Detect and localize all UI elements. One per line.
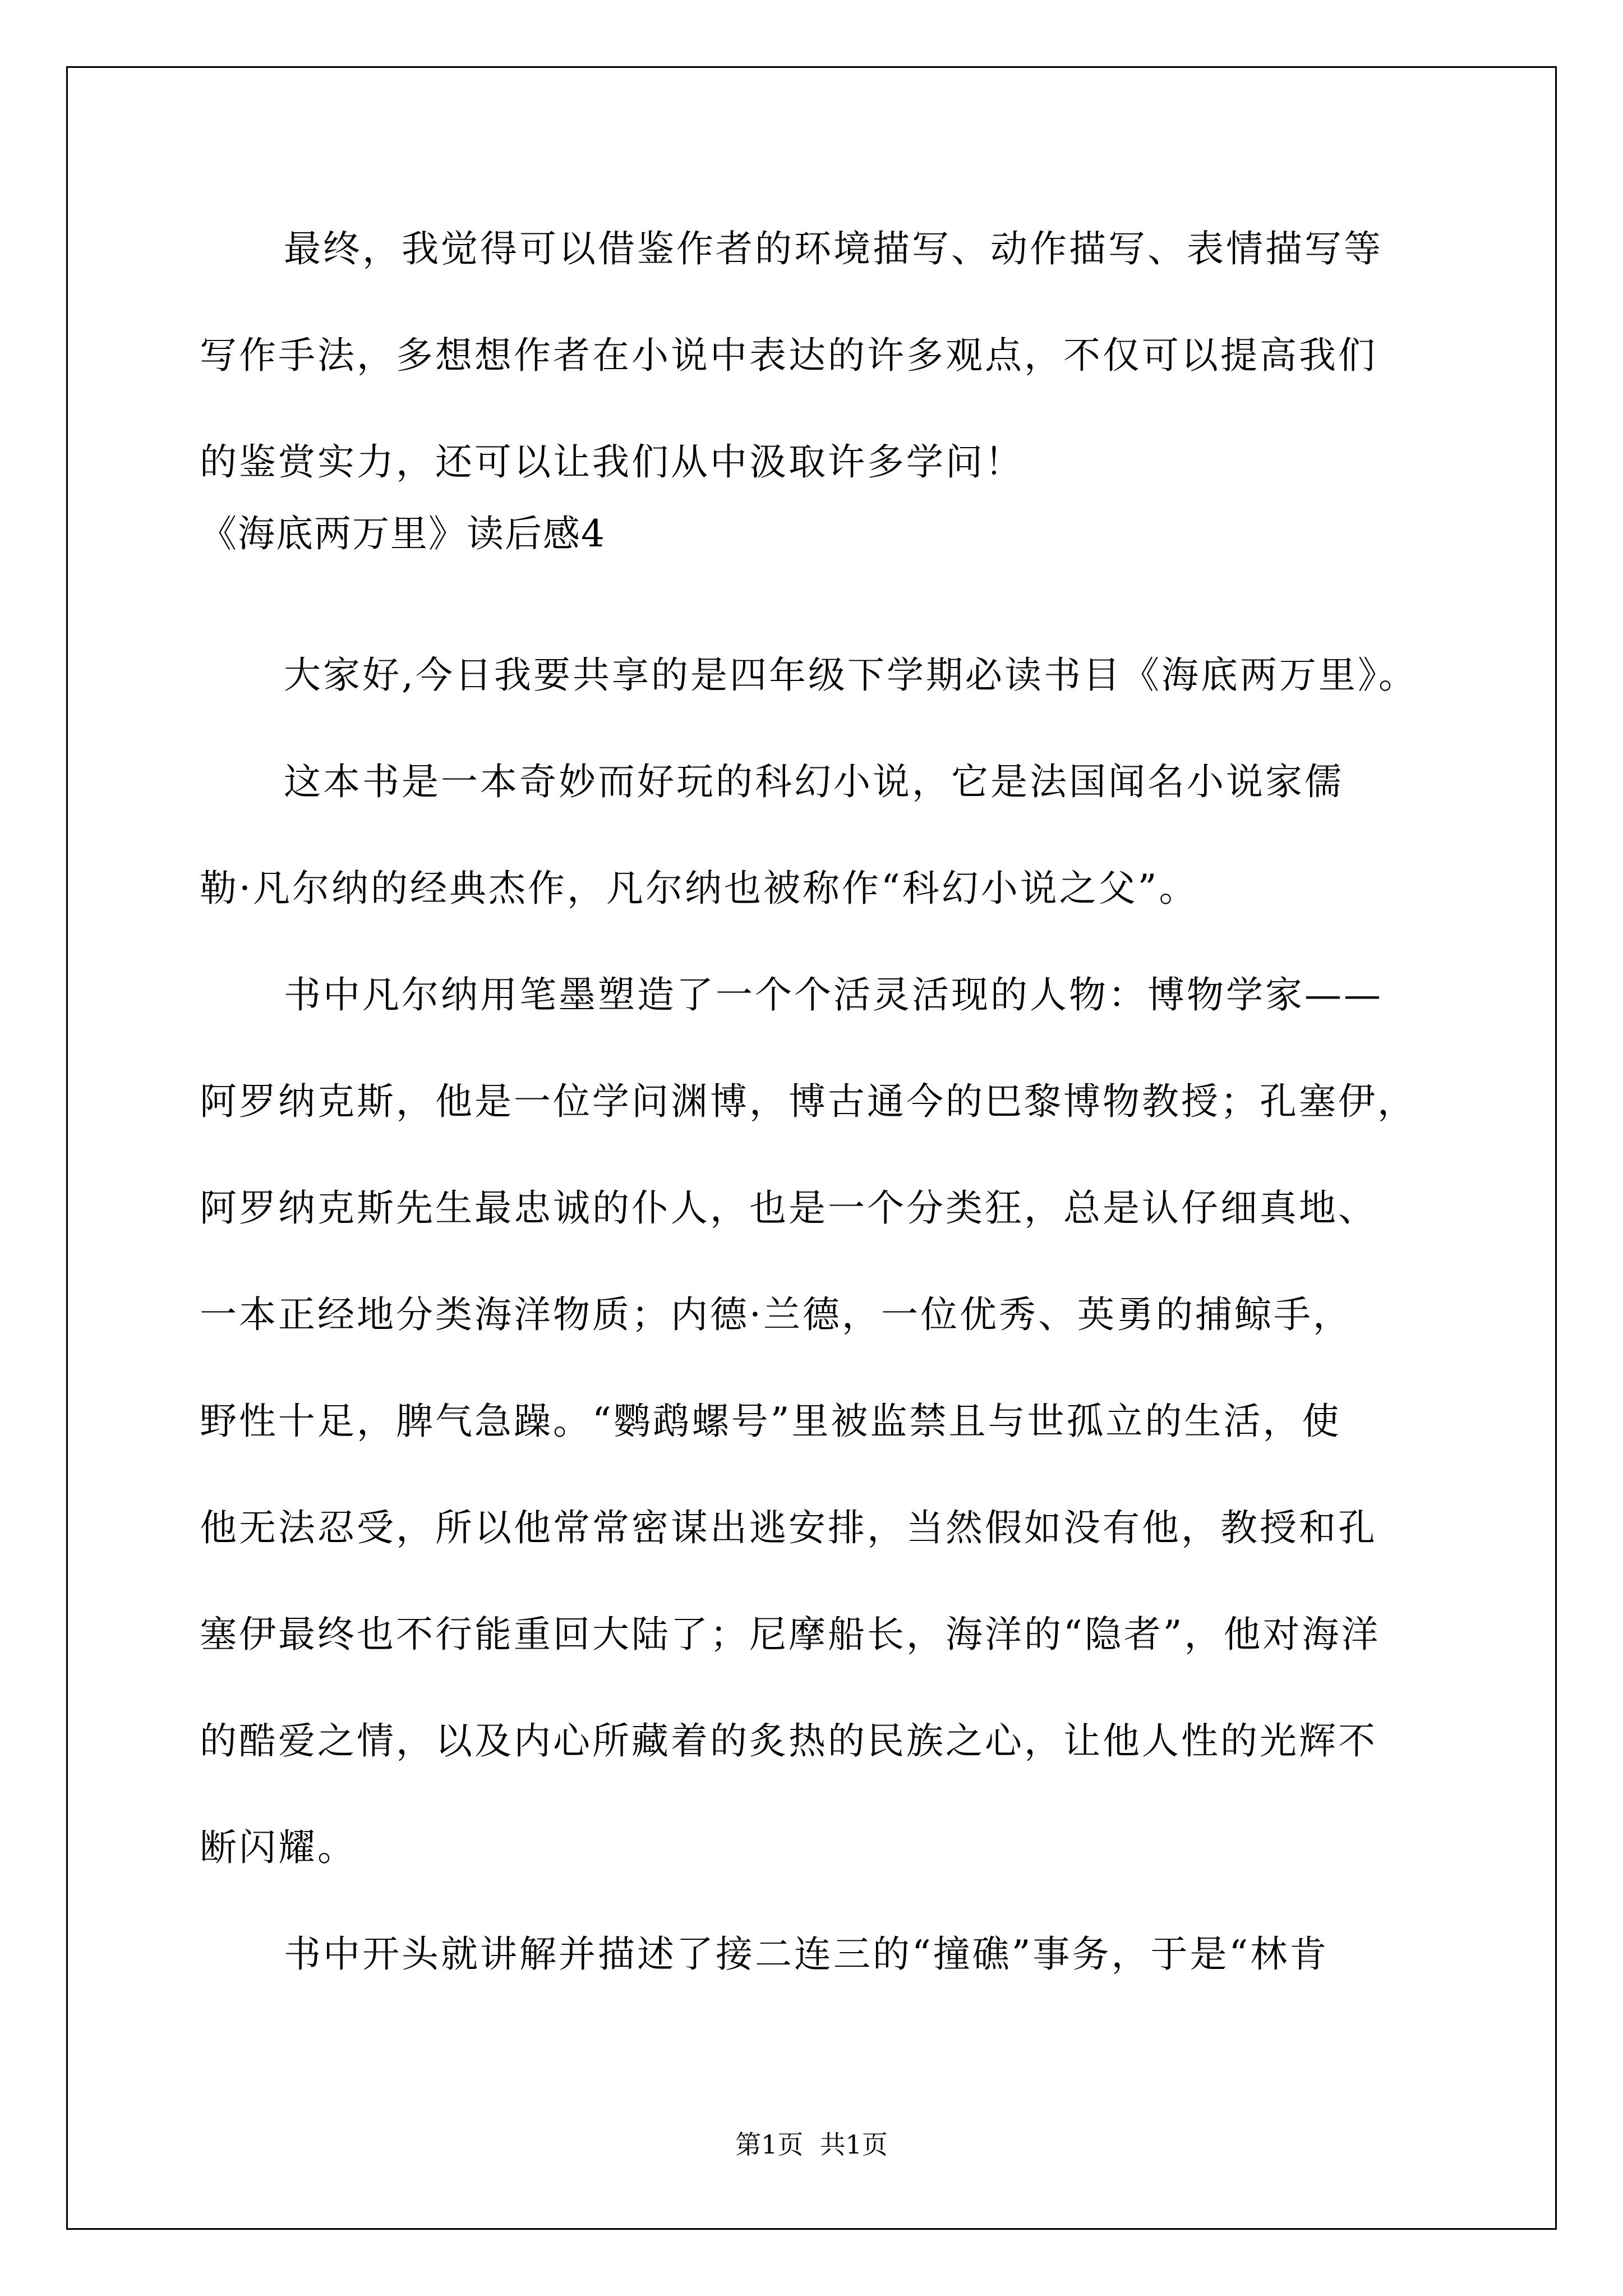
paragraph-line: 一本正经地分类海洋物质；内德·兰德，一位优秀、英勇的捕鲸手， xyxy=(200,1293,1352,1336)
paragraph-line: 书中凡尔纳用笔墨塑造了一个个活灵活现的人物：博物学家—— xyxy=(284,973,1383,1016)
paragraph-line: 阿罗纳克斯，他是一位学问渊博，博古通今的巴黎博物教授；孔塞伊， xyxy=(200,1080,1417,1123)
paragraph-line: 他无法忍受，所以他常常密谋出逃安排，当然假如没有他，教授和孔 xyxy=(200,1506,1377,1549)
page-border xyxy=(66,66,1557,2230)
paragraph-line: 野性十足，脾气急躁。“鹦鹉螺号”里被监禁且与世孤立的生活，使 xyxy=(200,1400,1341,1443)
paragraph-line: 的酷爱之情，以及内心所藏着的炙热的民族之心，让他人性的光辉不 xyxy=(200,1719,1377,1763)
paragraph-line: 勒·凡尔纳的经典杰作，凡尔纳也被称作“科幻小说之父”。 xyxy=(200,867,1198,910)
paragraph-line: 这本书是一本奇妙而好玩的科幻小说，它是法国闻名小说家儒 xyxy=(284,760,1344,803)
paragraph-line: 阿罗纳克斯先生最忠诚的仆人，也是一个分类狂，总是认仔细真地、 xyxy=(200,1186,1377,1230)
paragraph-line: 断闪耀。 xyxy=(200,1826,357,1869)
section-title: 《海底两万里》读后感4 xyxy=(200,512,606,555)
paragraph-line: 写作手法，多想想作者在小说中表达的许多观点，不仅可以提高我们 xyxy=(200,334,1377,377)
paragraph-line: 书中开头就讲解并描述了接二连三的“撞礁”事务，于是“林肯 xyxy=(284,1932,1329,1976)
paragraph-line: 塞伊最终也不行能重回大陆了；尼摩船长，海洋的“隐者”，他对海洋 xyxy=(200,1613,1381,1656)
page-number-footer: 第1页 共1页 xyxy=(735,2129,888,2160)
paragraph-line: 最终，我觉得可以借鉴作者的环境描写、动作描写、表情描写等 xyxy=(284,227,1383,270)
paragraph-line: 大家好,今日我要共享的是四年级下学期必读书目《海底两万里》。 xyxy=(284,654,1418,697)
paragraph-line: 的鉴赏实力，还可以让我们从中汲取许多学问！ xyxy=(200,440,1024,484)
